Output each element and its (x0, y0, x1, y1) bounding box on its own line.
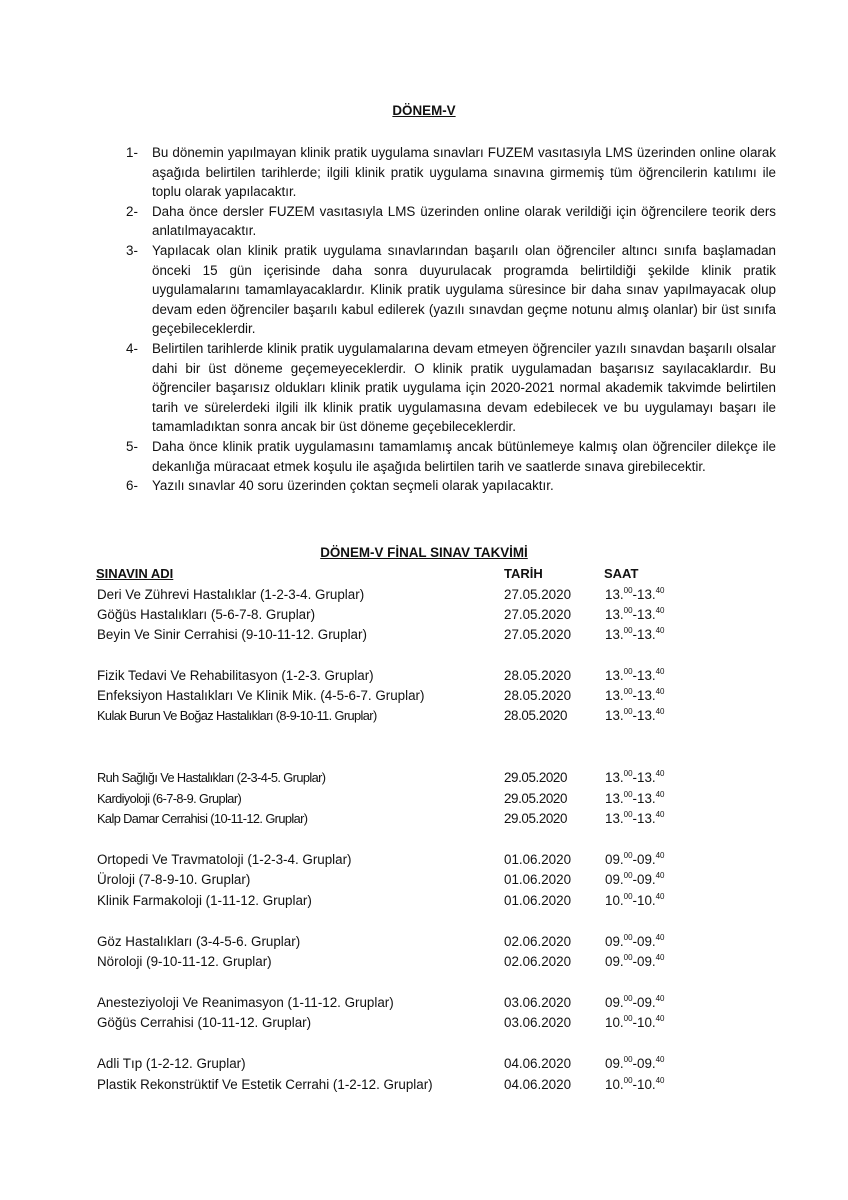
exam-name: Ortopedi Ve Travmatoloji (1-2-3-4. Gruplar) (97, 852, 352, 867)
time-end-minute: 40 (655, 933, 665, 942)
exam-name: Fizik Tedavi Ve Rehabilitasyon (1-2-3. Gruplar) (97, 668, 374, 683)
time-start-minute: 00 (623, 953, 633, 962)
exam-name: Nöroloji (9-10-11-12. Gruplar) (97, 954, 272, 969)
time-end-hour: -10. (632, 1077, 656, 1092)
table-row (0, 995, 848, 1015)
table-row (0, 607, 848, 627)
exam-time (605, 852, 665, 867)
exam-date: 04.06.2020 (504, 1056, 572, 1071)
time-start-hour: 13. (605, 811, 624, 826)
time-start-minute: 00 (623, 810, 633, 819)
time-start-minute: 00 (623, 933, 633, 942)
time-end-minute: 40 (655, 871, 665, 880)
schedule-title: DÖNEM-V FİNAL SINAV TAKVİMİ (320, 545, 528, 560)
time-start-hour: 09. (605, 872, 624, 887)
list-item (126, 339, 776, 437)
time-end-hour: -10. (632, 893, 656, 908)
table-row (0, 668, 848, 688)
exam-date: 01.06.2020 (504, 893, 572, 908)
time-end-hour: -13. (632, 688, 656, 703)
time-start-minute: 00 (623, 851, 633, 860)
exam-date: 28.05.2020 (504, 708, 568, 723)
exam-time (605, 893, 665, 908)
exam-time (605, 587, 665, 602)
exam-name: Ruh Sağlığı Ve Hastalıkları (2-3-4-5. Gruplar) (97, 770, 326, 785)
time-end-hour: -13. (632, 811, 656, 826)
list-item (126, 476, 776, 496)
time-start-hour: 09. (605, 1056, 624, 1071)
time-end-minute: 40 (655, 1076, 665, 1085)
exam-name: Anesteziyoloji Ve Reanimasyon (1-11-12. Gruplar) (97, 995, 394, 1010)
time-start-minute: 00 (623, 687, 633, 696)
list-item-number: 2- (126, 203, 138, 219)
time-start-hour: 10. (605, 893, 624, 908)
exam-time (605, 995, 665, 1010)
exam-date: 01.06.2020 (504, 872, 572, 887)
list-item-text: Daha önce klinik pratik uygulamasını tamamlamış ancak bütünlemeye kalmış olan öğrenciler dilekçe ile dekanlığa müracaat etmek koşulu ile aşağıda belirtilen tarih ve saatlerde sınava girebilecektir. (152, 438, 776, 474)
time-end-minute: 40 (655, 790, 665, 799)
time-end-hour: -09. (632, 934, 656, 949)
table-row (0, 627, 848, 647)
column-header-time: SAAT (604, 566, 639, 581)
exam-time (605, 811, 665, 826)
time-start-hour: 13. (605, 668, 624, 683)
exam-time (605, 1056, 665, 1071)
list-item (126, 241, 776, 339)
list-item-text: Bu dönemin yapılmayan klinik pratik uygulama sınavları FUZEM vasıtasıyla LMS üzerinden online olarak aşağıda belirtilen tarihlerde; ilgili klinik pratik uygulama sınavına girmemiş tüm öğrencilerin katılımı ile toplu olarak yapılacaktır. (152, 145, 776, 200)
exam-date: 27.05.2020 (504, 607, 572, 622)
time-end-minute: 40 (655, 687, 665, 696)
exam-name: Üroloji (7-8-9-10. Gruplar) (97, 872, 251, 887)
time-start-minute: 00 (623, 871, 633, 880)
time-start-minute: 00 (623, 586, 633, 595)
table-row (0, 893, 848, 913)
time-start-minute: 00 (623, 667, 633, 676)
exam-name: Kalp Damar Cerrahisi (10-11-12. Gruplar) (97, 811, 308, 826)
column-header-exam-name: SINAVIN ADI (96, 566, 174, 581)
time-start-hour: 09. (605, 954, 624, 969)
list-item-number: 6- (126, 478, 138, 494)
time-end-minute: 40 (655, 851, 665, 860)
rules-list (126, 143, 776, 496)
exam-time (605, 607, 665, 622)
exam-name: Kulak Burun Ve Boğaz Hastalıkları (8-9-10-11. Gruplar) (97, 708, 377, 723)
exam-name: Klinik Farmakoloji (1-11-12. Gruplar) (97, 893, 312, 908)
page-title: DÖNEM-V (392, 103, 456, 118)
list-item-number: 1- (126, 145, 138, 160)
time-end-hour: -13. (632, 708, 656, 723)
exam-name: Adli Tıp (1-2-12. Gruplar) (97, 1056, 246, 1071)
time-start-hour: 09. (605, 934, 624, 949)
time-start-minute: 00 (623, 892, 633, 901)
table-row (0, 1077, 848, 1097)
list-item (126, 202, 776, 241)
time-end-hour: -09. (632, 954, 656, 969)
table-row (0, 708, 848, 728)
exam-name: Plastik Rekonstrüktif Ve Estetik Cerrahi (1-2-12. Gruplar) (97, 1077, 433, 1092)
time-start-hour: 13. (605, 607, 624, 622)
time-start-hour: 13. (605, 688, 624, 703)
list-item-text: Yapılacak olan klinik pratik uygulama sınavlarından başarılı olan öğrenciler altıncı sınıfa başlamadan önceki 15 gün içerisinde daha sonra duyurulacak programda belirtildiği şekilde klinik pratik uygulamalarını tamamlayacaklardır. Klinik pratik uygulama süresince bir daha sınav yapılmayacak olup devam eden öğrenciler başarılı kabul edilerek (yazılı sınavdan geçme notunu almış olanlar) bir üst sınıfa geçebileceklerdir. (152, 242, 776, 337)
list-item-text: Yazılı sınavlar 40 soru üzerinden çoktan seçmeli olarak yapılacaktır. (152, 478, 554, 494)
list-item-number: 3- (126, 242, 138, 258)
exam-date: 27.05.2020 (504, 587, 572, 602)
exam-time (605, 872, 665, 887)
exam-time (605, 1077, 665, 1092)
time-end-hour: -13. (632, 607, 656, 622)
table-row (0, 1056, 848, 1076)
exam-name: Göğüs Hastalıkları (5-6-7-8. Gruplar) (97, 607, 316, 622)
time-end-hour: -09. (632, 852, 656, 867)
exam-date: 29.05.2020 (504, 811, 568, 826)
time-start-minute: 00 (623, 1014, 633, 1023)
exam-date: 01.06.2020 (504, 852, 572, 867)
exam-date: 02.06.2020 (504, 934, 572, 949)
exam-date: 04.06.2020 (504, 1077, 572, 1092)
exam-date: 29.05.2020 (504, 791, 568, 806)
time-start-minute: 00 (623, 994, 633, 1003)
time-start-minute: 00 (623, 1055, 633, 1064)
time-end-minute: 40 (655, 953, 665, 962)
time-start-minute: 00 (623, 790, 633, 799)
time-end-minute: 40 (655, 1055, 665, 1064)
table-row (0, 1015, 848, 1035)
table-row (0, 811, 848, 831)
exam-time (605, 791, 665, 806)
list-item (126, 437, 776, 476)
exam-date: 27.05.2020 (504, 627, 572, 642)
list-item (126, 143, 776, 202)
exam-date: 28.05.2020 (504, 688, 572, 703)
table-row (0, 791, 848, 811)
table-row (0, 587, 848, 607)
exam-date: 03.06.2020 (504, 1015, 572, 1030)
table-row (0, 872, 848, 892)
list-item-text: Belirtilen tarihlerde klinik pratik uygulamalarına devam etmeyen öğrenciler yazılı sınavdan başarılı olsalar dahi bir üst döneme geçemeyeceklerdir. O klinik pratik uygulamadan başarısız sayılacaklardır. Bu öğrenciler başarısız oldukları klinik pratik uygulama için 2020-2021 normal akademik takvimde belirtilen tarih ve sürelerdeki ilgili ilk klinik pratik uygulamasına devam edebilecek ve bu uygulamayı başarı ile tamamladıktan sonra ancak bir üst döneme geçebileceklerdir. (152, 340, 776, 435)
time-start-hour: 13. (605, 627, 624, 642)
time-end-minute: 40 (655, 994, 665, 1003)
time-end-hour: -09. (632, 872, 656, 887)
exam-name: Göz Hastalıkları (3-4-5-6. Gruplar) (97, 934, 301, 949)
exam-name: Kardiyoloji (6-7-8-9. Gruplar) (97, 791, 242, 806)
time-end-hour: -13. (632, 587, 656, 602)
exam-time (605, 668, 665, 683)
column-header-date: TARİH (504, 566, 543, 581)
exam-date: 02.06.2020 (504, 954, 572, 969)
time-end-minute: 40 (655, 707, 665, 716)
time-start-hour: 09. (605, 995, 624, 1010)
exam-time (605, 688, 665, 703)
exam-date: 28.05.2020 (504, 668, 572, 683)
time-end-minute: 40 (655, 769, 665, 778)
table-row (0, 688, 848, 708)
time-start-hour: 10. (605, 1077, 624, 1092)
time-start-hour: 13. (605, 791, 624, 806)
time-end-minute: 40 (655, 626, 665, 635)
time-end-minute: 40 (655, 606, 665, 615)
time-start-hour: 10. (605, 1015, 624, 1030)
time-start-hour: 13. (605, 770, 624, 785)
list-item-number: 4- (126, 340, 138, 356)
time-end-hour: -13. (632, 791, 656, 806)
exam-date: 03.06.2020 (504, 995, 572, 1010)
time-start-hour: 13. (605, 708, 624, 723)
exam-name: Deri Ve Zührevi Hastalıklar (1-2-3-4. Gruplar) (97, 587, 365, 602)
time-end-minute: 40 (655, 810, 665, 819)
exam-name: Beyin Ve Sinir Cerrahisi (9-10-11-12. Gruplar) (97, 627, 367, 642)
table-row (0, 852, 848, 872)
time-end-minute: 40 (655, 1014, 665, 1023)
time-end-hour: -13. (632, 668, 656, 683)
table-row (0, 770, 848, 790)
exam-time (605, 627, 665, 642)
exam-time (605, 770, 665, 785)
time-start-minute: 00 (623, 769, 633, 778)
time-start-minute: 00 (623, 606, 633, 615)
time-end-hour: -09. (632, 1056, 656, 1071)
time-end-hour: -13. (632, 627, 656, 642)
time-end-minute: 40 (655, 892, 665, 901)
time-start-minute: 00 (623, 626, 633, 635)
exam-time (605, 708, 665, 723)
time-start-minute: 00 (623, 1076, 633, 1085)
exam-time (605, 954, 665, 969)
exam-name: Göğüs Cerrahisi (10-11-12. Gruplar) (97, 1015, 312, 1030)
time-start-minute: 00 (623, 707, 633, 716)
exam-time (605, 934, 665, 949)
time-end-hour: -10. (632, 1015, 656, 1030)
table-row (0, 954, 848, 974)
list-item-number: 5- (126, 438, 138, 454)
time-end-minute: 40 (655, 667, 665, 676)
time-end-minute: 40 (655, 586, 665, 595)
exam-name: Enfeksiyon Hastalıkları Ve Klinik Mik. (4-5-6-7. Gruplar) (97, 688, 425, 703)
list-item-text: Daha önce dersler FUZEM vasıtasıyla LMS üzerinden online olarak verildiği için öğrencilere teorik ders anlatılmayacaktır. (152, 203, 776, 239)
exam-date: 29.05.2020 (504, 770, 568, 785)
table-row (0, 934, 848, 954)
time-end-hour: -13. (632, 770, 656, 785)
exam-time (605, 1015, 665, 1030)
time-end-hour: -09. (632, 995, 656, 1010)
time-start-hour: 13. (605, 587, 624, 602)
time-start-hour: 09. (605, 852, 624, 867)
